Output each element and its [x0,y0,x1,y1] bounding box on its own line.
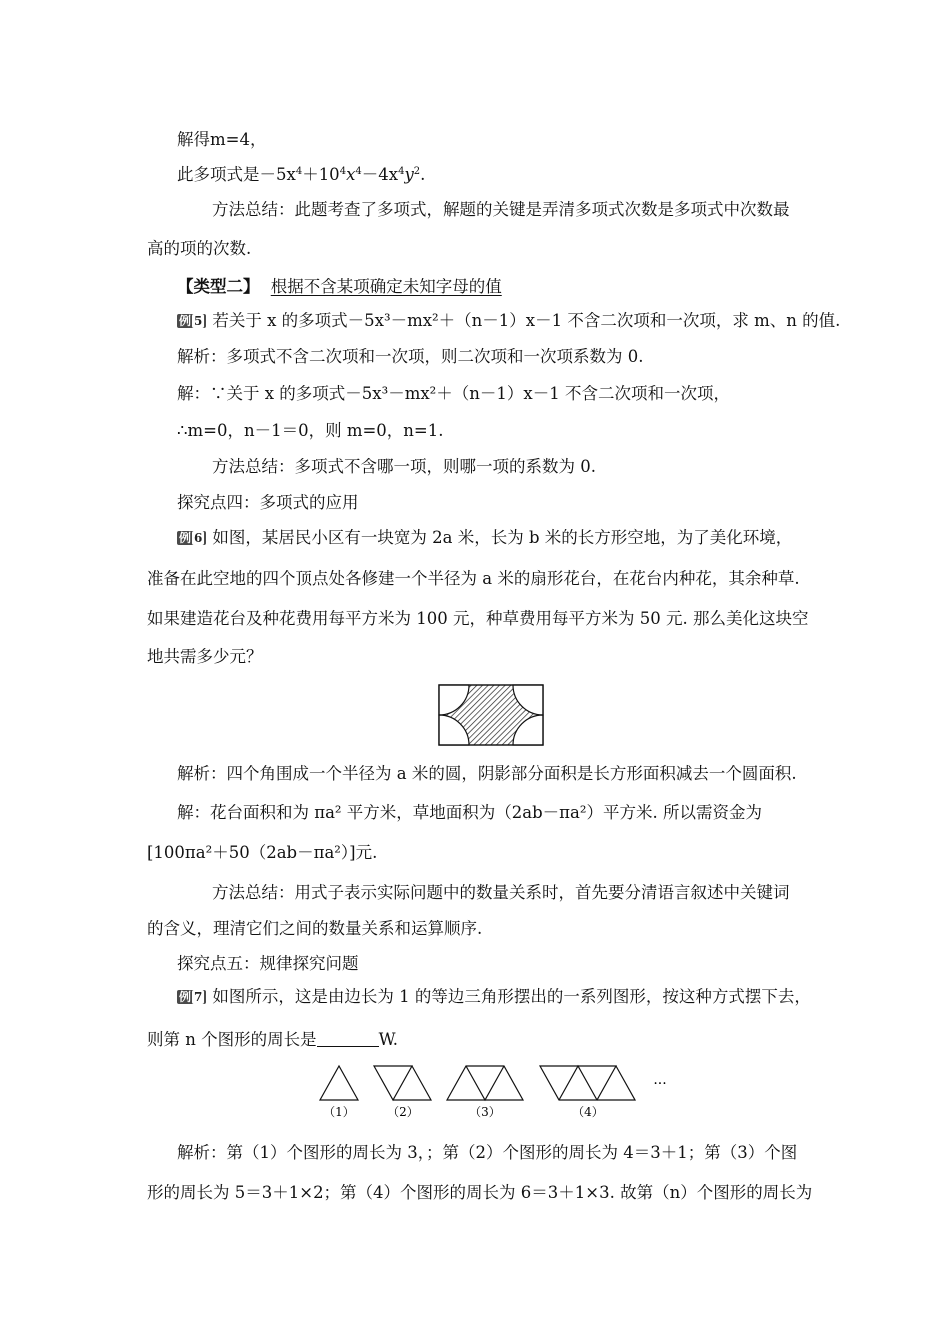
example-5-analysis: 解析：多项式不含二次项和一次项，则二次项和一次项系数为 0. [177,347,644,366]
explore-point-5: 探究点五：规律探究问题 [177,954,359,973]
example-7-badge: 例 7 [177,990,206,1004]
example-5-badge: 例 5 [177,314,206,328]
figure-4-label: （4） [572,1105,604,1118]
example-5-question: 例 5 若关于 x 的多项式－5x³－mx²＋（n－1）x－1 不含二次项和一次项，求 m、n 的值. [179,311,841,330]
figure-2-label: （2） [387,1105,419,1118]
example-7-question-2: 则第 n 个图形的周长是 W. [147,1030,398,1049]
explore-point-4: 探究点四：多项式的应用 [177,493,359,512]
method-summary-1-cont: 高的项的次数. [147,239,252,258]
figure-ellipsis: ··· [653,1076,667,1092]
example-6-question: 例 6 如图，某居民小区有一块宽为 2a 米，长为 b 米的长方形空地，为了美化环境， [179,528,793,547]
example-6-question-2: 准备在此空地的四个顶点处各修建一个半径为 a 米的扇形花台，在花台内种花，其余种草. [147,569,800,588]
example-7-question: 例 7 如图所示，这是由边长为 1 的等边三角形摆出的一系列图形，按这种方式摆下去， [179,987,811,1006]
polynomial-line: 此多项式是$-5x^4+10^4x^4-4x^4y^2$. [177,165,426,184]
figure-4-shape-end [597,1066,635,1100]
figure-3-label: （3） [469,1105,501,1118]
example-7-analysis-1: 解析：第（1）个图形的周长为 3，；第（2）个图形的周长为 4＝3＋1；第（3）个图 [177,1143,798,1162]
figure-3-shape [447,1066,523,1100]
figure-4-shape [540,1066,616,1100]
method-summary-1: 方法总结：此题考查了多项式，解题的关键是弄清多项式次数是多项式中次数最 [212,200,790,219]
example-6-solution-2: [100πa²＋50（2ab－πa²）]元. [147,843,378,862]
method-summary-2: 方法总结：多项式不含哪一项，则哪一项的系数为 0. [212,457,596,476]
example-6-badge: 例 6 [177,531,206,545]
example-6-question-3: 如果建造花台及种花费用每平方米为 100 元，种草费用每平方米为 50 元. 那么美化这块空 [147,609,809,628]
method-summary-3: 方法总结：用式子表示实际问题中的数量关系时，首先要分清语言叙述中关键词 [212,883,790,902]
example-6-analysis: 解析：四个角围成一个半径为 a 米的圆，阴影部分面积是长方形面积减去一个圆面积. [177,764,797,783]
figure-2-shape [374,1066,431,1100]
figure-1-shape [320,1066,358,1100]
answer-blank [317,1032,379,1047]
figure-1-label: （1） [323,1105,355,1118]
example-6-solution-1: 解：花台面积和为 πa² 平方米，草地面积为（2ab－πa²）平方米. 所以需资金为 [177,803,762,822]
type-two-heading: 【类型二】 根据不含某项确定未知字母的值 [177,277,502,296]
example-7-analysis-2: 形的周长为 5＝3＋1×2；第（4）个图形的周长为 6＝3＋1×3. 故第（n）个图形的周长为 [147,1183,813,1202]
method-summary-3-cont: 的含义，理清它们之间的数量关系和运算顺序. [147,919,483,938]
triangle-sequence-figure [312,1058,682,1118]
solution-line-m: 解得m=4， [177,130,267,149]
example-5-solution-2: ∴m=0，n－1＝0，则 m=0，n=1. [177,421,444,440]
garden-figure [438,684,544,746]
type-two-title: 根据不含某项确定未知字母的值 [270,277,502,296]
example-5-solution-1: 解：∵关于 x 的多项式－5x³－mx²＋（n－1）x－1 不含二次项和一次项， [177,384,730,403]
example-6-question-4: 地共需多少元？ [147,647,263,666]
